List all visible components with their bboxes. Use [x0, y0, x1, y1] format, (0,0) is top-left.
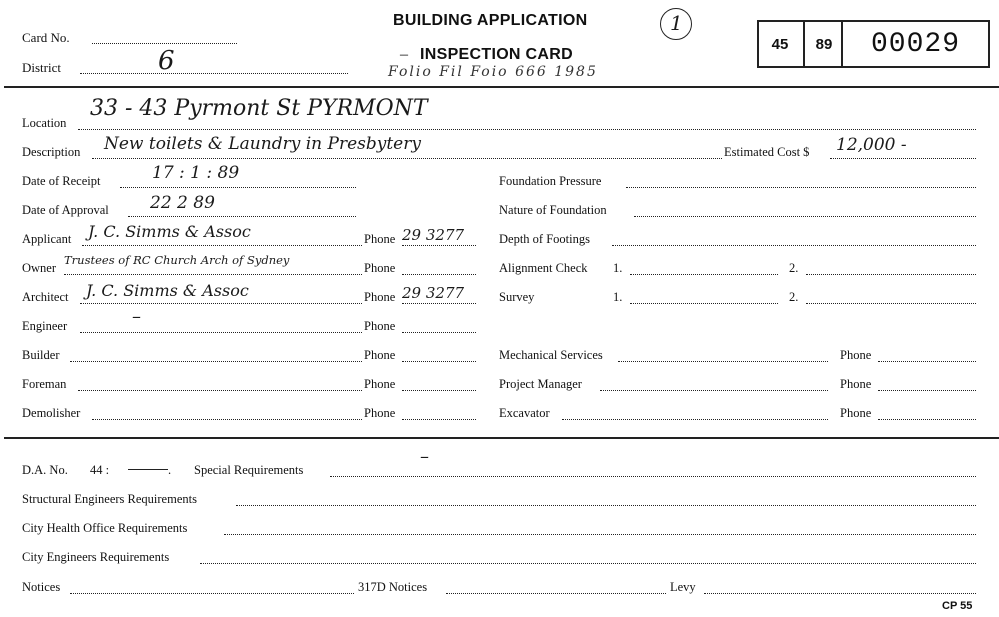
- district-value: 6: [158, 46, 175, 76]
- applicant-label: Applicant: [22, 232, 72, 246]
- circled-number-text: 1: [670, 11, 683, 35]
- notices-label: Notices: [22, 580, 61, 594]
- nature-foundation-label: Nature of Foundation: [499, 203, 607, 217]
- health-req-label: City Health Office Requirements: [22, 521, 188, 535]
- architect-field[interactable]: [80, 303, 362, 304]
- estimated-cost-label: Estimated Cost $: [724, 145, 810, 159]
- engineer-field[interactable]: [80, 332, 362, 333]
- location-value: 33 - 43 Pyrmont St PYRMONT: [90, 96, 428, 121]
- district-label: District: [22, 60, 61, 75]
- levy-field[interactable]: [704, 593, 976, 594]
- estimated-cost-value: 12,000 -: [836, 135, 907, 155]
- card-box-cell-1: 45: [771, 35, 789, 53]
- form-subtitle: INSPECTION CARD: [420, 46, 573, 63]
- builder-phone-label: Phone: [364, 348, 396, 362]
- demolisher-label: Demolisher: [22, 406, 81, 420]
- excavator-label: Excavator: [499, 406, 550, 420]
- notices-field[interactable]: [70, 593, 354, 594]
- date-receipt-label: Date of Receipt: [22, 174, 101, 188]
- da-no-value: 44 :: [90, 463, 110, 477]
- date-receipt-value: 17 : 1 : 89: [152, 163, 240, 183]
- alignment-num-1: 1.: [613, 261, 623, 275]
- mechanical-phone-label: Phone: [840, 348, 872, 362]
- foundation-pressure-label: Foundation Pressure: [499, 174, 602, 188]
- health-req-field[interactable]: [224, 534, 976, 535]
- form-title: BUILDING APPLICATION: [393, 12, 588, 29]
- description-field[interactable]: [92, 158, 722, 159]
- nature-foundation-field[interactable]: [634, 216, 976, 217]
- header-divider: [4, 86, 999, 88]
- middle-divider: [4, 437, 999, 439]
- card-box-cell-3: 00029: [841, 22, 988, 66]
- city-eng-req-field[interactable]: [200, 563, 976, 564]
- owner-label: Owner: [22, 261, 57, 275]
- circled-number: [660, 8, 692, 40]
- foreman-phone-label: Phone: [364, 377, 396, 391]
- date-approval-value: 22 2 89: [150, 193, 215, 213]
- owner-value: Trustees of RC Church Arch of Sydney: [64, 253, 290, 267]
- survey-field-1[interactable]: [630, 303, 778, 304]
- card-no-field[interactable]: [92, 43, 237, 44]
- foreman-phone-field[interactable]: [402, 390, 476, 391]
- owner-phone-field[interactable]: [402, 274, 476, 275]
- mechanical-label: Mechanical Services: [499, 348, 603, 362]
- survey-label: Survey: [499, 290, 535, 304]
- description-value: New toilets & Laundry in Presbytery: [104, 134, 421, 154]
- special-req-value: –: [420, 446, 429, 467]
- engineer-label: Engineer: [22, 319, 68, 333]
- location-field[interactable]: [78, 129, 976, 130]
- applicant-value: J. C. Simms & Assoc: [88, 222, 251, 241]
- engineer-value: –: [132, 306, 141, 327]
- project-manager-phone-field[interactable]: [878, 390, 976, 391]
- demolisher-field[interactable]: [92, 419, 362, 420]
- project-manager-label: Project Manager: [499, 377, 582, 391]
- structural-req-label: Structural Engineers Requirements: [22, 492, 197, 506]
- da-no-label: D.A. No.: [22, 463, 68, 477]
- district-field[interactable]: [80, 73, 348, 74]
- applicant-phone-label: Phone: [364, 232, 396, 246]
- demolisher-phone-label: Phone: [364, 406, 396, 420]
- excavator-field[interactable]: [562, 419, 828, 420]
- levy-label: Levy: [670, 580, 696, 594]
- foreman-field[interactable]: [78, 390, 362, 391]
- date-approval-label: Date of Approval: [22, 203, 109, 217]
- foreman-label: Foreman: [22, 377, 67, 391]
- card-no-label: Card No.: [22, 30, 70, 45]
- applicant-phone-field[interactable]: [402, 245, 476, 246]
- form-code: CP 55: [942, 600, 973, 612]
- dash-mark: –: [400, 46, 408, 63]
- architect-value: J. C. Simms & Assoc: [86, 281, 249, 300]
- alignment-check-field-1[interactable]: [630, 274, 778, 275]
- architect-phone-field[interactable]: [402, 303, 476, 304]
- city-eng-req-label: City Engineers Requirements: [22, 550, 170, 564]
- architect-phone-value: 29 3277: [402, 284, 465, 302]
- owner-phone-label: Phone: [364, 261, 396, 275]
- location-label: Location: [22, 116, 67, 130]
- folio-note: Folio Fil Foio 666 1985: [388, 64, 598, 80]
- date-approval-field[interactable]: [128, 216, 356, 217]
- alignment-check-label: Alignment Check: [499, 261, 588, 275]
- special-req-label: Special Requirements: [194, 463, 304, 477]
- mechanical-field[interactable]: [618, 361, 828, 362]
- notices-317d-field[interactable]: [446, 593, 666, 594]
- builder-phone-field[interactable]: [402, 361, 476, 362]
- da-no-dash: [128, 469, 168, 470]
- card-number-box: [757, 20, 990, 68]
- da-no-period: .: [168, 463, 172, 477]
- date-receipt-field[interactable]: [120, 187, 356, 188]
- applicant-phone-value: 29 3277: [402, 226, 465, 244]
- project-manager-phone-label: Phone: [840, 377, 872, 391]
- alignment-check-field-2[interactable]: [806, 274, 976, 275]
- owner-field[interactable]: [64, 274, 362, 275]
- notices-317d-label: 317D Notices: [358, 580, 428, 594]
- depth-footings-field[interactable]: [612, 245, 976, 246]
- estimated-cost-field[interactable]: [830, 158, 976, 159]
- engineer-phone-field[interactable]: [402, 332, 476, 333]
- architect-phone-label: Phone: [364, 290, 396, 304]
- demolisher-phone-field[interactable]: [402, 419, 476, 420]
- description-label: Description: [22, 145, 81, 159]
- project-manager-field[interactable]: [600, 390, 828, 391]
- survey-num-1: 1.: [613, 290, 623, 304]
- structural-req-field[interactable]: [236, 505, 976, 506]
- architect-label: Architect: [22, 290, 69, 304]
- survey-num-2: 2.: [789, 290, 799, 304]
- mechanical-phone-field[interactable]: [878, 361, 976, 362]
- special-req-field[interactable]: [330, 476, 976, 477]
- depth-footings-label: Depth of Footings: [499, 232, 590, 246]
- foundation-pressure-field[interactable]: [626, 187, 976, 188]
- builder-label: Builder: [22, 348, 60, 362]
- applicant-field[interactable]: [82, 245, 362, 246]
- builder-field[interactable]: [70, 361, 362, 362]
- excavator-phone-label: Phone: [840, 406, 872, 420]
- card-box-cell-2: 89: [803, 22, 843, 66]
- engineer-phone-label: Phone: [364, 319, 396, 333]
- alignment-num-2: 2.: [789, 261, 799, 275]
- survey-field-2[interactable]: [806, 303, 976, 304]
- excavator-phone-field[interactable]: [878, 419, 976, 420]
